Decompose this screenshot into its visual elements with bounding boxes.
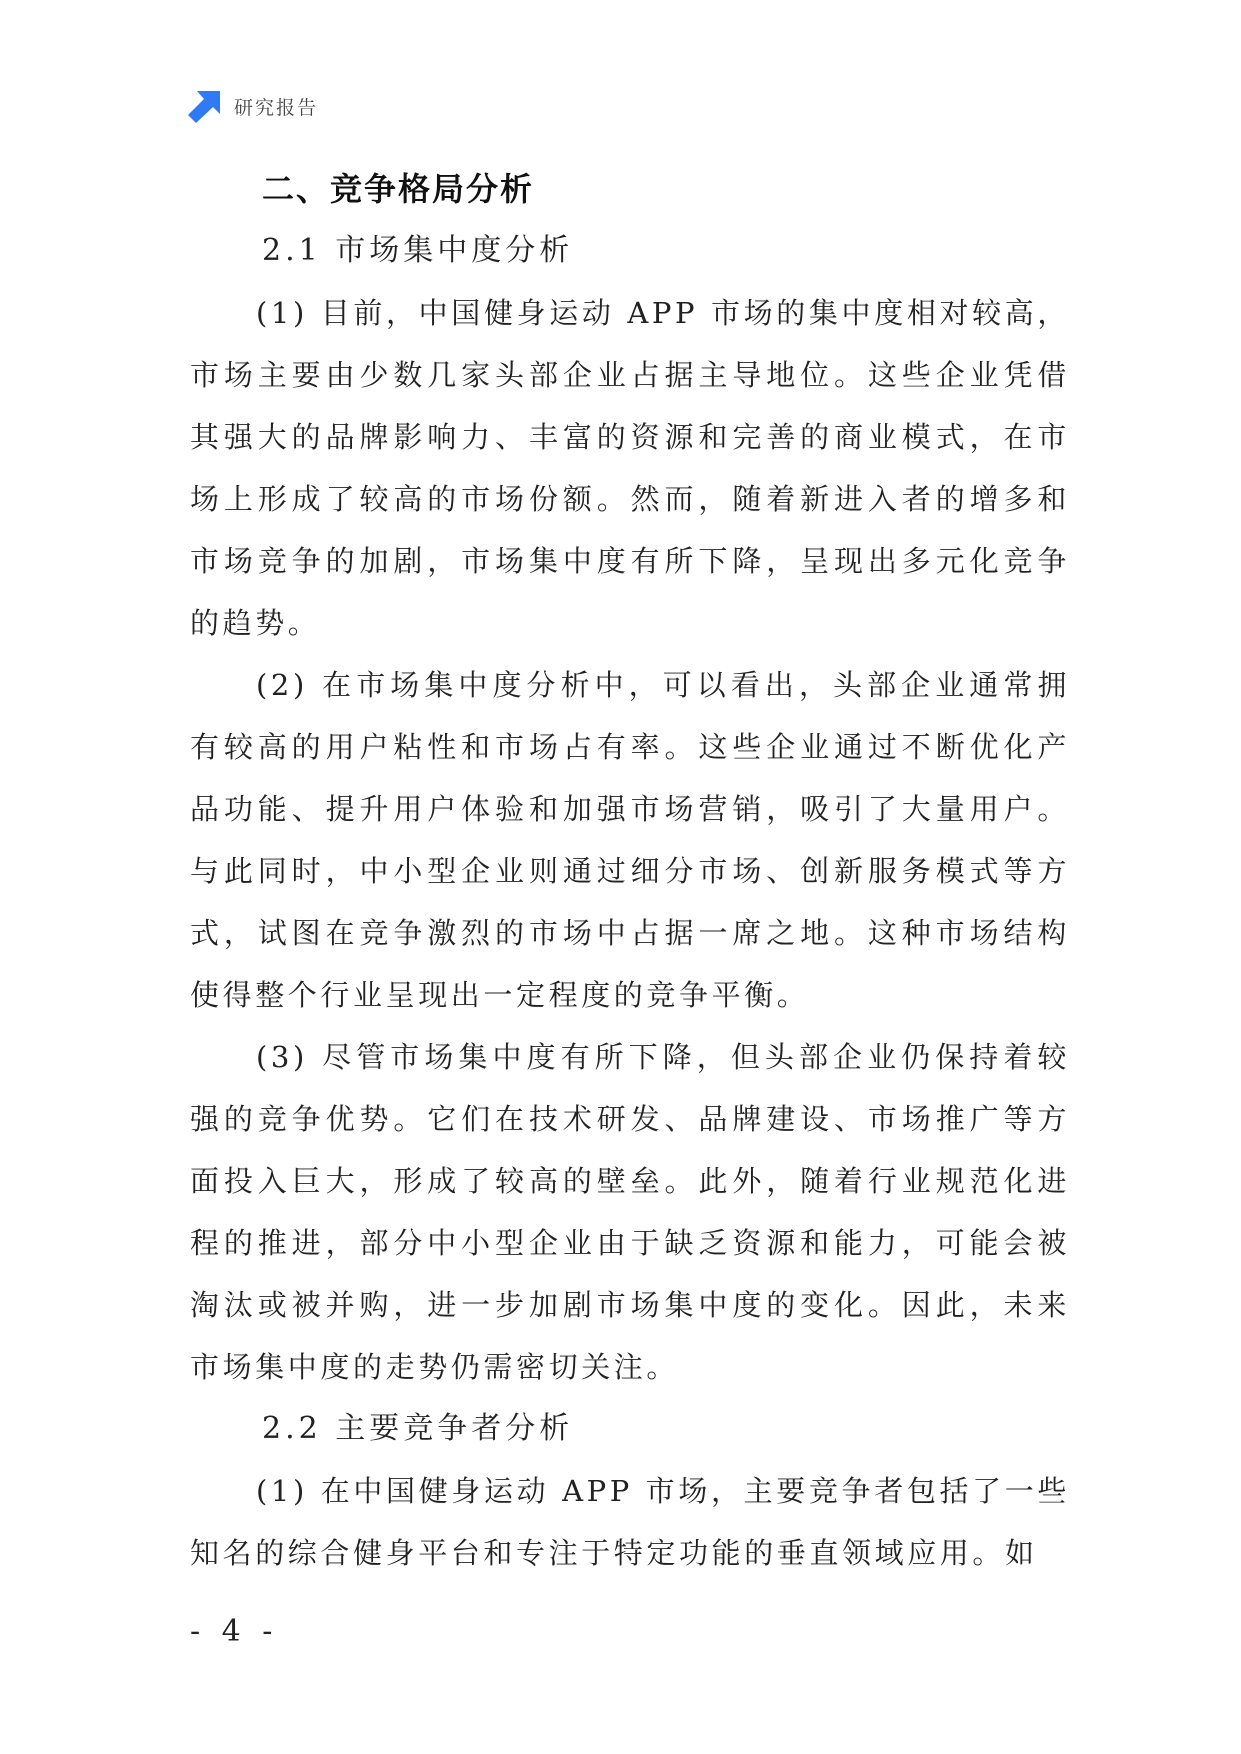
subsection-title-2-2: 2.2 主要竞争者分析	[262, 1411, 574, 1446]
paragraph: (1) 在中国健身运动 APP 市场，主要竞争者包括了一些知名的综合健身平台和专注于特定功能的垂直领域应用。如	[190, 1474, 1070, 1570]
header-title: 研究报告	[234, 96, 319, 119]
section-title: 二、竞争格局分析	[262, 170, 535, 208]
paragraph: (1) 目前，中国健身运动 APP 市场的集中度相对较高，市场主要由少数几家头部企业占据主导地位。这些企业凭借其强大的品牌影响力、丰富的资源和完善的商业模式，在市场上形成了较高的市场份额。然而，随着新进入者的增多和市场竞争的加剧，市场集中度有所下降，呈现出多元化竞争的趋势。	[190, 296, 1070, 640]
arrow-up-right-icon	[188, 89, 222, 123]
subsection-title-2-1: 2.1 市场集中度分析	[262, 233, 574, 268]
page-number: - 4 -	[190, 1614, 279, 1649]
paragraph: (2) 在市场集中度分析中，可以看出，头部企业通常拥有较高的用户粘性和市场占有率。这些企业通过不断优化产品功能、提升用户体验和加强市场营销，吸引了大量用户。与此同时，中小型企业则通过细分市场、创新服务模式等方式，试图在竞争激烈的市场中占据一席之地。这种市场结构使得整个行业呈现出一定程度的竞争平衡。	[190, 668, 1070, 1012]
paragraph: (3) 尽管市场集中度有所下降，但头部企业仍保持着较强的竞争优势。它们在技术研发、品牌建设、市场推广等方面投入巨大，形成了较高的壁垒。此外，随着行业规范化进程的推进，部分中小型企业由于缺乏资源和能力，可能会被淘汰或被并购，进一步加剧市场集中度的变化。因此，未来市场集中度的走势仍需密切关注。	[190, 1040, 1070, 1384]
document-body	[190, 158, 1070, 1584]
page-header	[188, 88, 318, 124]
